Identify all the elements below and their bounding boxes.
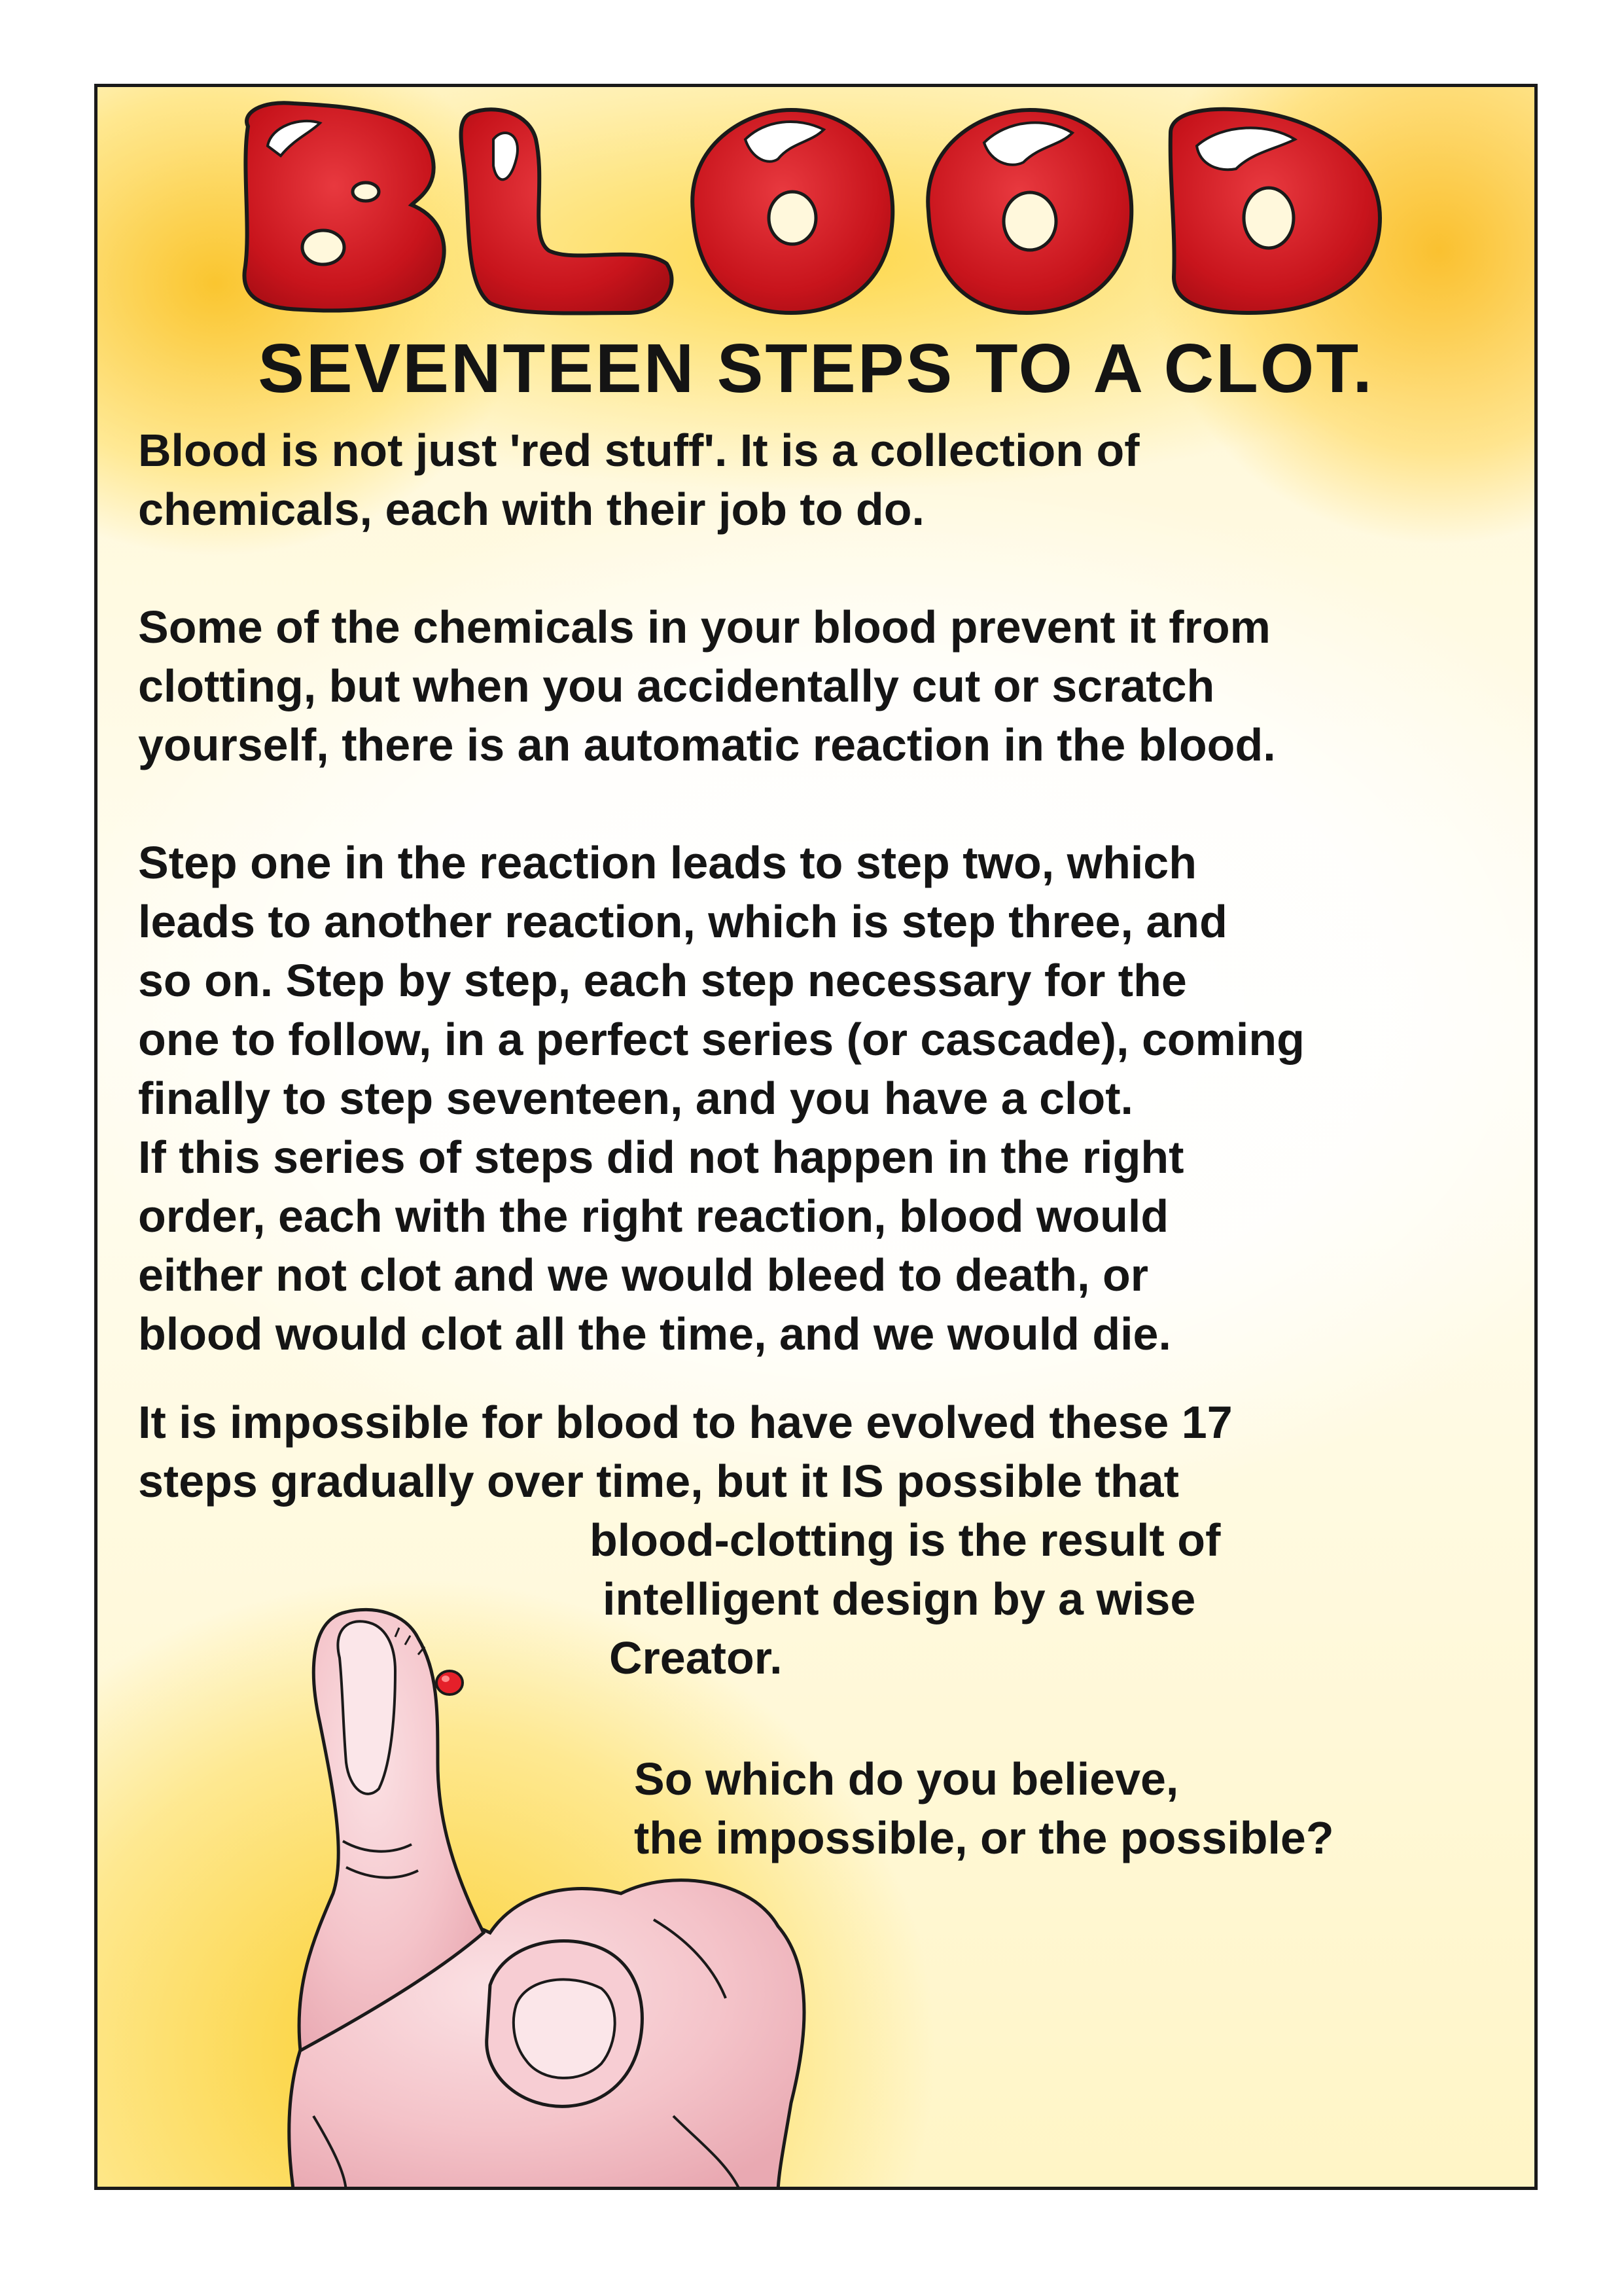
text-line: finally to step seventeen, and you have a clot. <box>138 1073 1133 1124</box>
text-line: order, each with the right reaction, blood would <box>138 1191 1169 1242</box>
text-line: leads to another reaction, which is step three, and <box>138 896 1227 947</box>
text-line: blood would clot all the time, and we would die. <box>138 1308 1171 1359</box>
text-line: steps gradually over time, but it IS possible that <box>138 1456 1179 1507</box>
text-line: It is impossible for blood to have evolved these 17 <box>138 1397 1233 1448</box>
text-line: Creator. <box>609 1632 783 1683</box>
text-line: one to follow, in a perfect series (or cascade), coming <box>138 1014 1305 1065</box>
thumb-icon <box>97 87 1538 2190</box>
text-line: yourself, there is an automatic reaction in the blood. <box>138 719 1276 770</box>
text-line: either not clot and we would bleed to death, or <box>138 1249 1148 1300</box>
text-line: clotting, but when you accidentally cut or scratch <box>138 660 1215 711</box>
text-line: Blood is not just 'red stuff'. It is a collection of <box>138 425 1140 476</box>
text-line: intelligent design by a wise <box>603 1573 1196 1624</box>
text-line: the impossible, or the possible? <box>634 1812 1334 1863</box>
text-line: blood-clotting is the result of <box>590 1515 1221 1566</box>
text-line: Step one in the reaction leads to step two, which <box>138 837 1197 888</box>
text-line: Some of the chemicals in your blood prevent it from <box>138 601 1271 653</box>
text-line: chemicals, each with their job to do. <box>138 484 925 535</box>
text-line: If this series of steps did not happen in the right <box>138 1132 1184 1183</box>
headline: SEVENTEEN STEPS TO A CLOT. <box>258 330 1374 407</box>
page-frame <box>94 84 1538 2190</box>
text-line: so on. Step by step, each step necessary for the <box>138 955 1187 1006</box>
text-line: So which do you believe, <box>634 1753 1179 1804</box>
cut-drop-icon <box>436 1671 463 1695</box>
